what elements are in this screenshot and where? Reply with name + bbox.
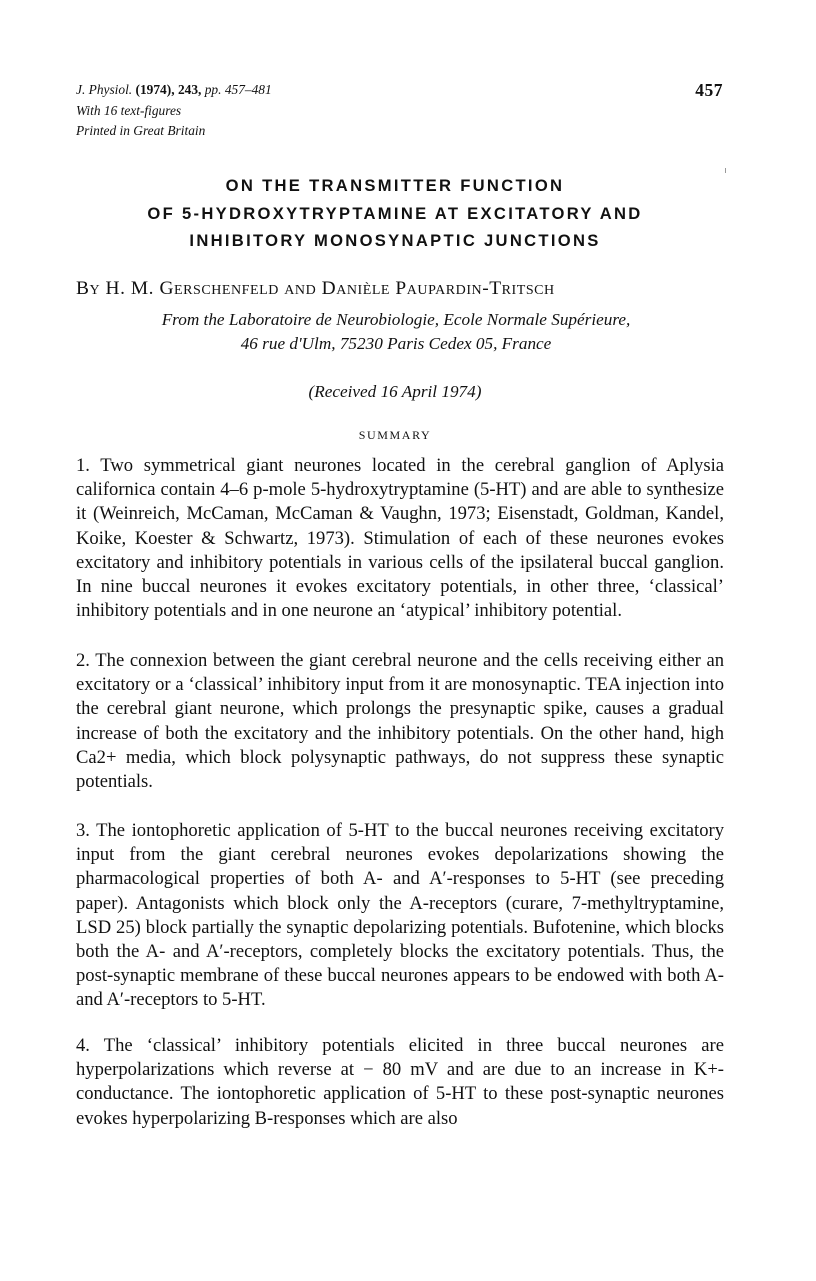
running-header	[76, 80, 272, 142]
affiliation-line-1: From the Laboratoire de Neurobiologie, Ecole Normale Supérieure,	[161, 310, 631, 329]
figure-count: With 16 text-figures	[76, 102, 182, 118]
summary-paragraph-4-text: 4. The ‘classical’ inhibitory potentials elicited in three buccal neurones are hyperpolarizations which reverse at − 80 mV and are due to an increase in K+-conductance. The iontophoretic application of 5-HT to these post-synaptic neurones evokes hyperpolarizing B-responses which are also	[76, 1035, 724, 1129]
summary-paragraph-1-text: 1. Two symmetrical giant neurones located in the cerebral ganglion of Aplysia californica contain 4–6 p-mole 5-hydroxytryptamine (5-HT) and are able to synthesize it (Weinreich, McCaman, McCaman & Vaughn, 1973; Eisenstadt, Goldman, Kandel, Koike, Koester & Schwartz, 1973). Stimulation of each of these neurones evokes excitatory and inhibitory potentials in various cells of the ipsilateral buccal ganglion. In nine buccal neurones it evokes excitatory potentials, in other three, ‘classical’ inhibitory potentials and in one neurone an ‘atypical’ inhibitory potential.	[76, 455, 724, 622]
title-line-1: ON THE TRANSMITTER FUNCTION	[225, 176, 565, 195]
journal-name: J. Physiol.	[76, 82, 133, 97]
summary-heading: SUMMARY	[358, 428, 432, 442]
title-line-3: INHIBITORY MONOSYNAPTIC JUNCTIONS	[189, 231, 601, 250]
author-byline: By H. M. Gerschenfeld and Danièle Paupardin-Tritsch	[76, 278, 555, 299]
summary-paragraph-2-text: 2. The connexion between the giant cerebral neurone and the cells receiving either an excitatory or a ‘classical’ inhibitory input from it are monosynaptic. TEA injection into the cerebral giant neurone, which prolongs the presynaptic spike, causes a gradual increase of both the excitatory and the inhibitory potentials. On the other hand, high Ca2+ media, which block polysynaptic pathways, do not suppress these synaptic potentials.	[76, 650, 724, 793]
title-line-2: OF 5-HYDROXYTRYPTAMINE AT EXCITATORY AND	[147, 204, 643, 223]
summary-paragraph-1	[76, 454, 724, 623]
page-number: 457	[695, 80, 723, 100]
summary-paragraph-2	[76, 649, 724, 794]
journal-year: (1974),	[135, 82, 175, 97]
print-mark	[725, 168, 726, 173]
received-date: (Received 16 April 1974)	[308, 382, 482, 401]
summary-paragraph-4	[76, 1034, 724, 1131]
printed-in: Printed in Great Britain	[76, 123, 206, 138]
journal-volume: 243,	[177, 82, 202, 97]
affiliation-line-2: 46 rue d'Ulm, 75230 Paris Cedex 05, France	[240, 334, 552, 353]
summary-paragraph-3-text: 3. The iontophoretic application of 5-HT to the buccal neurones receiving excitatory input from the giant cerebral neurones evokes depolarizations showing the pharmacological properties of both A- and A′-responses to 5-HT (see preceding paper). Antagonists which block only the A-receptors (curare, 7-methyltryptamine, LSD 25) block partially the synaptic depolarizing potentials. Bufotenine, which blocks both the A- and A′-receptors, completely blocks the excitatory potentials. Thus, the post-synaptic membrane of these buccal neurones appears to be endowed with both A- and A′-receptors to 5-HT.	[76, 820, 724, 1011]
summary-paragraph-3	[76, 819, 724, 1013]
journal-pages: pp. 457–481	[204, 82, 272, 97]
citation-line	[76, 80, 272, 101]
